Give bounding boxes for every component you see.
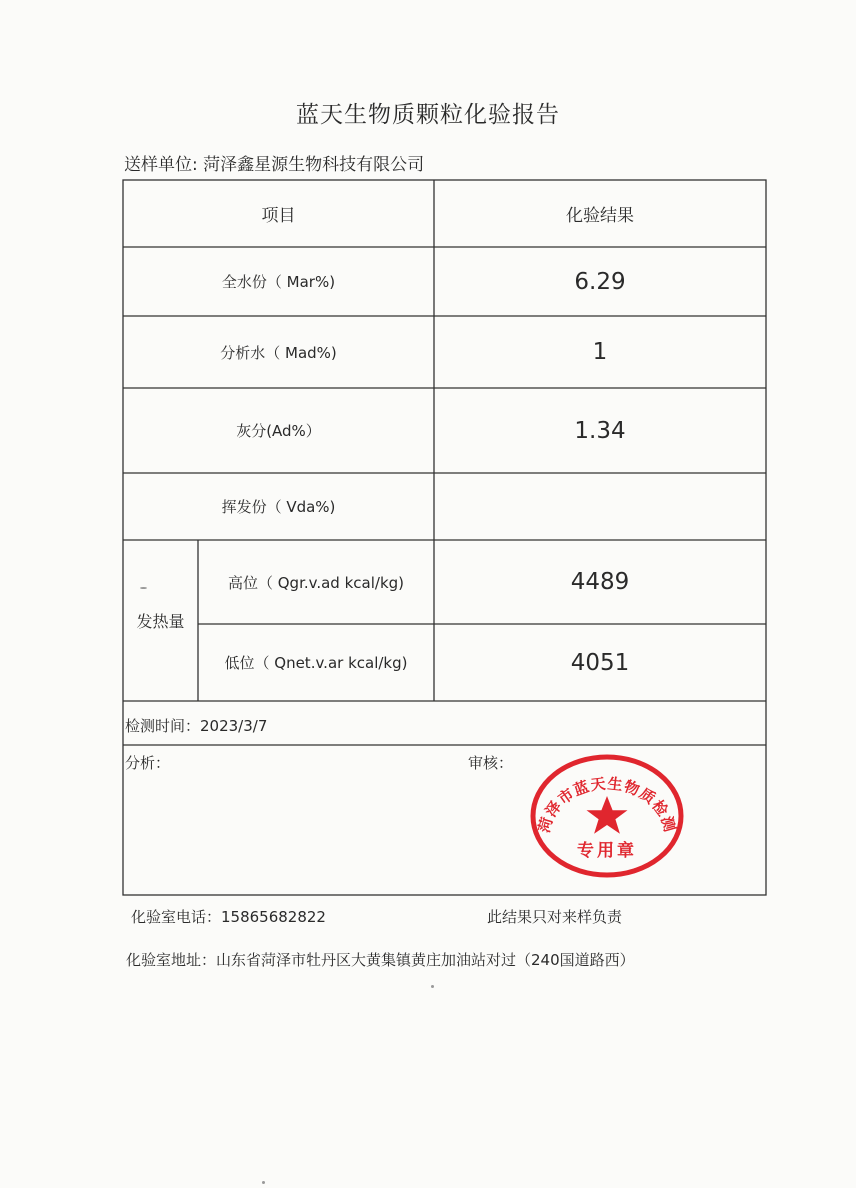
heat-low-label: 低位（ Qnet.v.ar kcal/kg): [224, 654, 408, 672]
heat-high-value: 4489: [570, 569, 630, 595]
heat-high-label: 高位（ Qgr.v.ad kcal/kg): [227, 573, 405, 592]
disclaimer: 此结果只对来样负责: [487, 908, 623, 926]
row-value-mad: 1: [592, 339, 608, 365]
heat-group-label: 发热量: [136, 612, 185, 631]
review-label: 审核：: [468, 754, 514, 772]
row-label-mar: 全水份（ Mar%): [221, 273, 336, 291]
row-label-vda: 挥发份（ Vda%): [221, 498, 336, 516]
row-label-mad: 分析水（ Mad%): [220, 343, 337, 362]
test-time: 检测时间：2023/3/7: [125, 717, 268, 735]
lab-phone: 化验室电话：15865682822: [131, 908, 326, 926]
star-icon: [587, 796, 628, 834]
sender-unit: 送样单位: 菏泽鑫星源生物科技有限公司: [124, 155, 425, 175]
report-title: 蓝天生物质颗粒化验报告: [296, 102, 560, 128]
analysis-label: 分析：: [125, 754, 171, 772]
stamp-subtext: 专用章: [577, 841, 637, 861]
row-value-mar: 6.29: [574, 268, 626, 295]
header-result: 化验结果: [566, 206, 634, 226]
scan-speck: [262, 1181, 265, 1184]
row-value-vda: [434, 473, 766, 540]
lab-address: 化验室地址：山东省菏泽市牡丹区大黄集镇黄庄加油站对过（240国道路西）: [126, 951, 635, 969]
scan-speck: [431, 985, 434, 988]
header-item: 项目: [261, 206, 296, 226]
heat-low-value: 4051: [570, 649, 630, 676]
stamp-ring-text: 菏泽市蓝天生物质检测: [534, 774, 680, 835]
row-label-ad: 灰分(Ad%）: [236, 422, 321, 440]
official-stamp: [528, 752, 686, 880]
scan-speck: [140, 587, 147, 589]
row-value-ad: 1.34: [574, 417, 626, 444]
